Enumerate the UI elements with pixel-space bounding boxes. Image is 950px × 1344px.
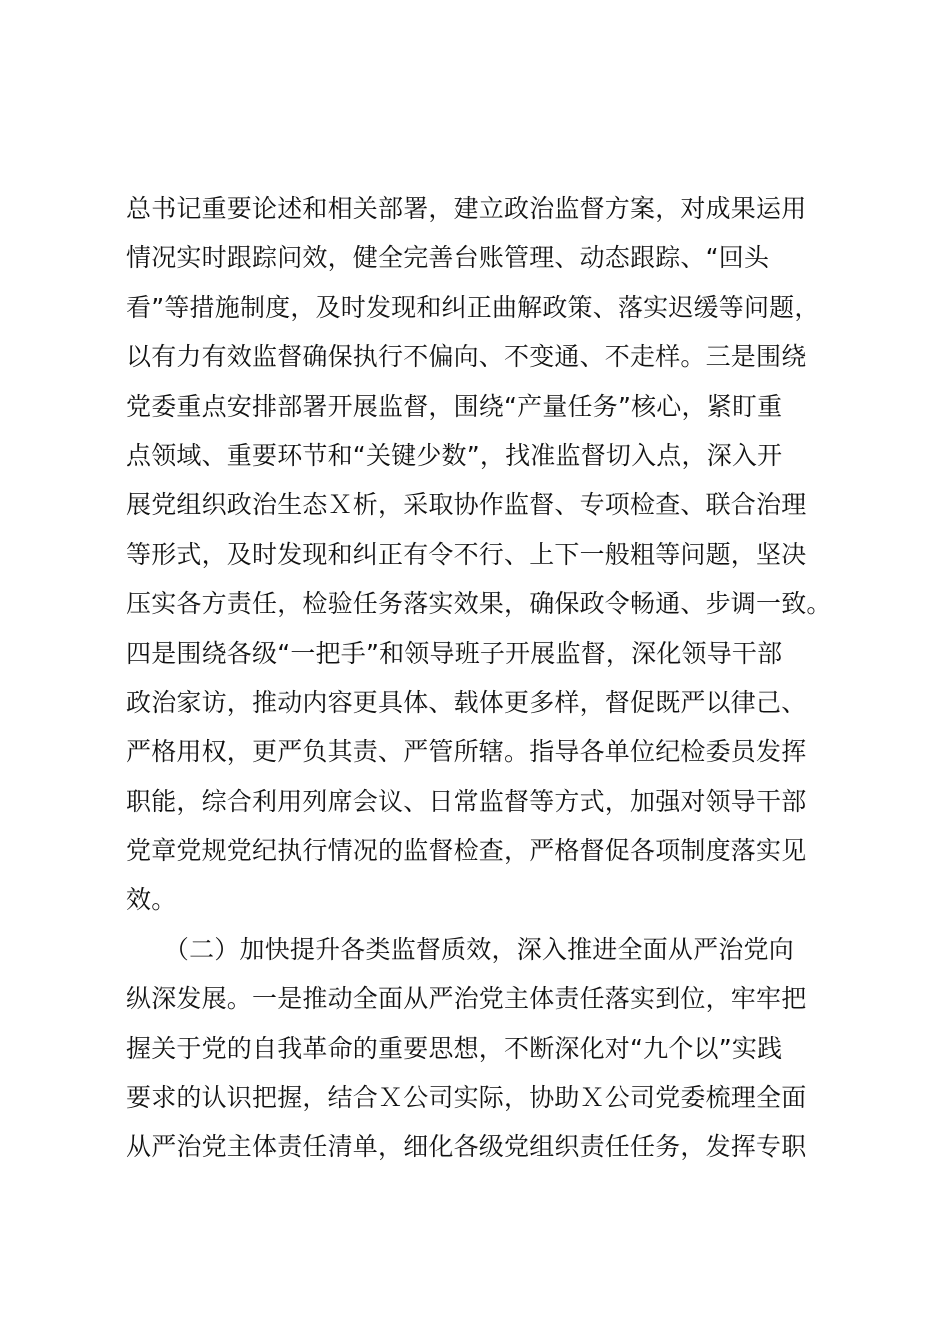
text-line: 点领域、重要环节和“关键少数”，找准监督切入点，深入开 [126,440,783,470]
body-text [126,184,846,1172]
text-line: 压实各方责任，检验任务落实效果，确保政令畅通、步调一致。 [126,589,832,619]
text-line: 展党组织政治生态Ｘ析，采取协作监督、专项检查、联合治理 [126,490,807,520]
text-line: （二）加快提升各类监督质效，深入推进全面从严治党向 [126,934,794,964]
text-line: 看”等措施制度，及时发现和纠正曲解政策、落实迟缓等问题， [126,292,820,322]
text-line: 严格用权，更严负其责、严管所辖。指导各单位纪检委员发挥 [126,737,807,767]
text-line: 纵深发展。一是推动全面从严治党主体责任落实到位，牢牢把 [126,984,807,1014]
text-line: 总书记重要论述和相关部署，建立政治监督方案，对成果运用 [126,194,807,223]
text-line: 效。 [126,885,177,915]
text-line: 从严治党主体责任清单，细化各级党组织责任任务，发挥专职 [126,1132,807,1162]
text-line: 等形式，及时发现和纠正有令不行、上下一般粗等问题，坚决 [126,539,807,569]
text-line: 党章党规党纪执行情况的监督检查，严格督促各项制度落实见 [126,836,807,866]
text-line: 以有力有效监督确保执行不偏向、不变通、不走样。三是围绕 [126,342,807,372]
text-line: 握关于党的自我革命的重要思想，不断深化对“九个以”实践 [126,1033,783,1063]
text-line: 情况实时跟踪问效，健全完善台账管理、动态跟踪、“回头 [126,243,770,273]
text-line: 党委重点安排部署开展监督，围绕“产量任务”核心，紧盯重 [126,391,783,421]
text-line: 四是围绕各级“一把手”和领导班子开展监督，深化领导干部 [126,638,783,668]
text-line: 职能，综合利用列席会议、日常监督等方式，加强对领导干部 [126,786,807,816]
text-line: 要求的认识把握，结合Ｘ公司实际，协助Ｘ公司党委梳理全面 [126,1083,807,1113]
text-line: 政治家访，推动内容更具体、载体更多样，督促既严以律己、 [126,687,807,717]
